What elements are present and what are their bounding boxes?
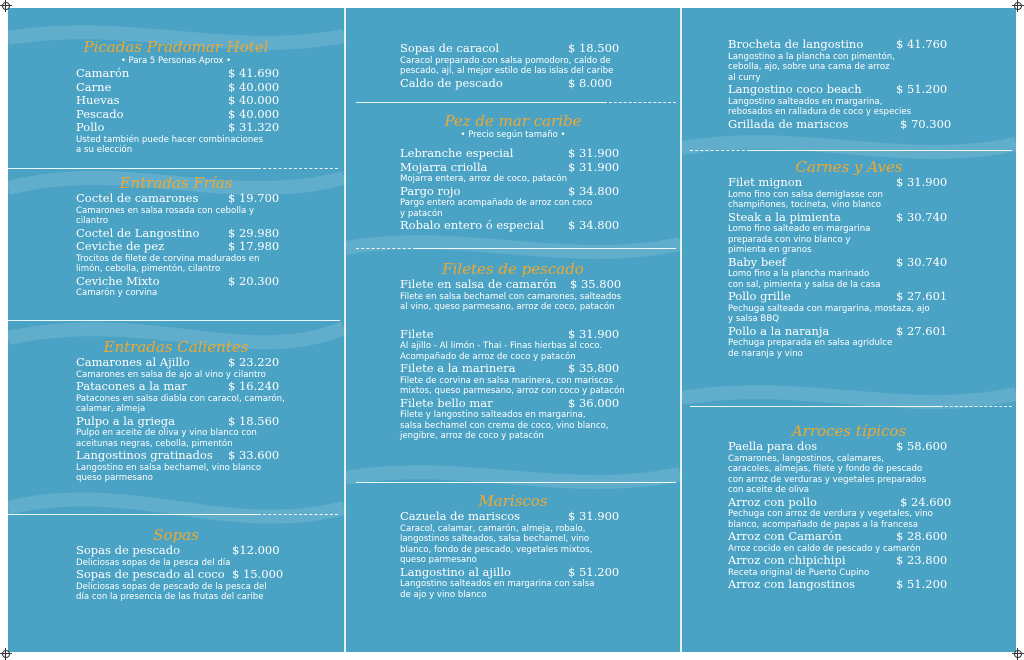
section-title: Entradas Frías [119, 174, 233, 192]
item-description: Al ajillo - Al limón - Thai - Finas hierbas al coco. [400, 341, 603, 351]
item-description: Mojarra entera, arroz de coco, patacón [400, 174, 568, 184]
item-price: $ 18.560 [228, 413, 280, 428]
menu-item [76, 568, 344, 582]
menu-item [76, 449, 344, 463]
item-description: Pulpo en aceite de oliva y vino blanco con [76, 428, 257, 438]
section-title: Picadas Pradomar Hotel [83, 38, 269, 56]
section-carnes [682, 158, 1016, 359]
menu-item [76, 67, 344, 81]
crop-mark-icon [1012, 648, 1024, 660]
item-name: Mojarra criolla [400, 159, 488, 174]
item-name: Robalo entero ó especial [400, 218, 544, 232]
item-name: Langostino al ajillo [400, 564, 511, 579]
section-divider [690, 150, 750, 151]
item-description: Pechuga preparada en salsa agridulce [728, 338, 893, 348]
item-description: Camarones en salsa rosada con cebolla y [76, 205, 255, 216]
item-description: Langostino salteados en margarina con salsa [400, 579, 595, 589]
item-name: Pargo rojo [400, 183, 461, 198]
item-price: $ 16.240 [228, 379, 280, 393]
item-description: langostinos salteados, salsa bechamel, vino [400, 534, 590, 544]
item-description: al curry [728, 72, 761, 83]
item-name: Filet mignon [728, 175, 803, 189]
menu-item [400, 397, 680, 411]
item-name: Brocheta de langostino [728, 37, 864, 51]
section-divider [416, 248, 676, 249]
section-picadas [8, 38, 344, 156]
item-price: $ 40.000 [228, 93, 280, 107]
item-description: blanco, acompañado de papas a la francesa [728, 519, 919, 530]
note-line: Usted también puede hacer combinaciones [76, 134, 264, 145]
section-title: Mariscos [478, 492, 548, 510]
item-price: $ 34.800 [568, 218, 620, 232]
section-divider [8, 168, 258, 169]
section-title: Sopas [153, 526, 199, 544]
menu-item [728, 38, 1016, 52]
item-name: Sopas de pescado al coco [76, 567, 225, 581]
menu-item [76, 121, 344, 135]
item-name: Arroz con pollo [728, 494, 817, 509]
menu-item [728, 440, 1016, 454]
section-subtitle: • Precio según tamaño • [460, 130, 566, 140]
item-price: $ 41.690 [228, 66, 280, 80]
section-title: Pez de mar caribe [444, 112, 582, 130]
item-description: día con la presencia de las frutas del caribe [76, 592, 264, 602]
item-description: Receta original de Puerto Cupino [728, 567, 870, 578]
item-name: Steak a la pimienta [728, 209, 841, 224]
column-middle [346, 8, 680, 652]
item-description: blanco, fondo de pescado, vegetales mixtos, [400, 544, 593, 555]
section-divider [356, 248, 416, 249]
note-line: a su elección [76, 145, 133, 155]
section-divider [356, 482, 676, 483]
item-name: Lebranche especial [400, 146, 514, 160]
item-price: $ 30.740 [896, 209, 948, 224]
item-price: $ 27.601 [896, 323, 948, 338]
item-description: Filete de corvina en salsa marinera, con mariscos [400, 375, 613, 386]
item-name: Pescado [76, 106, 124, 121]
item-description: Trocitos de filete de corvina madurados en [76, 253, 260, 264]
section-divider [750, 150, 1012, 151]
section-sopas-continued [346, 42, 680, 90]
item-name: Baby beef [728, 254, 787, 269]
item-description: Langostino salteados en margarina, [728, 96, 883, 107]
item-name: Filete en salsa de camarón [400, 277, 557, 291]
item-description: y patacón [400, 208, 443, 219]
item-description: Lomo fino salteado en margarina [728, 224, 871, 234]
item-price: $ 34.800 [568, 183, 620, 198]
item-name: Caldo de pescado [400, 75, 503, 90]
item-description: Langostino a la plancha con pimentón, [728, 51, 895, 62]
menu-item [728, 211, 1016, 225]
menu-item [76, 227, 344, 241]
item-price: $ 40.000 [228, 79, 280, 94]
menu-item [400, 77, 680, 91]
item-description: rebosados en ralladura de coco y especies [728, 107, 912, 117]
menu-item [400, 566, 680, 580]
section-mariscos [346, 492, 680, 600]
item-price: $ 23.800 [896, 553, 948, 567]
item-name: Filete bello mar [400, 395, 493, 410]
item-description: Pechuga con arroz de verdura y vegetales, vino [728, 509, 933, 519]
item-description: Arroz cocido en caldo de pescado y camarón [728, 543, 921, 554]
section-divider [604, 102, 676, 103]
item-name: Sopas de caracol [400, 41, 500, 55]
menu-item [76, 94, 344, 108]
item-description: limón, cebolla, pimentón, cilantro [76, 264, 221, 274]
item-description: con sal, pimienta y salsa de la casa [728, 279, 881, 290]
item-description: de ajo y vino blanco [400, 589, 487, 600]
item-description: Filete en salsa bechamel con camarones, salteados [400, 291, 622, 302]
menu-item [76, 380, 344, 394]
item-name: Arroz con Camarón [728, 529, 842, 543]
item-description: Deliciosas sopas de la pesca del día [76, 557, 231, 568]
menu-item [728, 325, 1016, 339]
menu-item [400, 42, 680, 56]
menu-item [728, 496, 1016, 510]
menu-item [728, 176, 1016, 190]
section-filetes [346, 260, 680, 442]
section-title: Filetes de pescado [442, 260, 584, 278]
section-divider [8, 514, 258, 515]
item-name: Paella para dos [728, 439, 818, 453]
item-name: Ceviche Mixto [76, 273, 160, 288]
item-description: jengibre, arroz de coco y patacón [400, 431, 544, 441]
item-description: Langostino en salsa bechamel, vino blanco [76, 462, 262, 473]
item-price: $ 31.900 [568, 326, 620, 341]
item-description: cilantro [76, 216, 109, 226]
item-price: $ 51.200 [568, 564, 620, 579]
section-entradas-frias [8, 174, 344, 299]
menu-item [400, 161, 680, 175]
item-name: Arroz con chipichipi [728, 553, 846, 567]
item-description: Lomo fino a la plancha marinado [728, 269, 870, 279]
item-description: con aceite de oliva [728, 485, 810, 495]
menu-item [728, 530, 1016, 544]
item-description: Acompañado de arroz de coco y patacón [400, 351, 576, 362]
item-price: $ 31.900 [896, 175, 948, 189]
menu-item [728, 290, 1016, 304]
item-description: preparada con vino blanco y [728, 234, 851, 245]
item-name: Coctel de camarones [76, 191, 199, 205]
item-description: mixtos, queso parmesano, arroz con coco y patacón [400, 386, 625, 396]
menu-item [400, 219, 680, 233]
item-description: pescado, ají, al mejor estilo de las islas del caribe [400, 66, 614, 76]
item-name: Filete [400, 326, 434, 341]
section-divider [356, 102, 604, 103]
section-pez-de-mar [346, 112, 680, 233]
item-name: Langostinos gratinados [76, 448, 213, 462]
section-subtitle: • Para 5 Personas Aprox • [120, 56, 232, 66]
item-name: Patacones a la mar [76, 379, 187, 393]
item-name: Pollo grille [728, 289, 791, 303]
item-description: pimienta en granos [728, 245, 812, 255]
item-price: $12.000 [232, 543, 280, 557]
item-description: aceitunas negras, cebolla, pimentón [76, 438, 233, 449]
item-description: calamar, almeja [76, 404, 146, 414]
menu-item [76, 544, 344, 558]
item-name: Cazuela de mariscos [400, 509, 521, 523]
item-price: $ 29.980 [228, 225, 280, 240]
item-name: Carne [76, 79, 112, 94]
menu-panel [8, 8, 1016, 652]
item-description: y salsa BBQ [728, 314, 779, 324]
section-sopas [8, 526, 344, 603]
item-price: $ 41.760 [896, 37, 948, 51]
menu-item [400, 328, 680, 342]
item-name: Ceviche de pez [76, 239, 165, 253]
item-price: $ 19.700 [228, 191, 280, 205]
item-description: Camarones en salsa de ajo al vino y cilantro [76, 369, 266, 380]
menu-item [76, 108, 344, 122]
item-name: Coctel de Langostino [76, 225, 200, 240]
item-price: $ 8.000 [568, 75, 612, 90]
menu-item [76, 81, 344, 95]
item-description: con arroz de verduras y vegetales preparados [728, 474, 927, 485]
section-arroces [682, 422, 1016, 592]
menu-item [728, 256, 1016, 270]
menu-item [728, 578, 1016, 592]
item-price: $ 70.300 [900, 116, 952, 131]
section-title: Arroces típicos [791, 422, 907, 440]
menu-item [400, 278, 680, 292]
item-description: salsa bechamel con crema de coco, vino blanco, [400, 420, 609, 431]
menu-item [76, 192, 344, 206]
section-title: Carnes y Aves [795, 158, 903, 176]
item-price: $ 31.900 [568, 146, 620, 160]
item-price: $ 23.220 [228, 355, 280, 369]
item-price: $ 35.800 [570, 277, 622, 291]
menu-item [728, 83, 1016, 97]
item-description: champiñones, tocineta, vino blanco [728, 200, 882, 210]
column-left [8, 8, 344, 652]
item-name: Langostino coco beach [728, 82, 862, 96]
item-price: $ 31.900 [568, 159, 620, 174]
item-name: Huevas [76, 93, 120, 107]
crop-mark-icon [1012, 0, 1024, 12]
item-name: Arroz con langostinos [728, 577, 856, 591]
menu-item [400, 362, 680, 376]
item-price: $ 27.601 [896, 289, 948, 303]
section-divider [940, 406, 1012, 407]
item-price: $ 36.000 [568, 395, 620, 410]
menu-item [76, 415, 344, 429]
item-description: queso parmesano [76, 473, 153, 483]
item-price: $ 15.000 [232, 567, 284, 581]
item-price: $ 58.600 [896, 439, 948, 453]
item-description: queso parmesano [400, 555, 477, 565]
item-name: Filete a la marinera [400, 361, 516, 375]
item-description: al vino, queso parmesano, arroz de coco, patacón [400, 302, 615, 312]
item-name: Pulpo a la griega [76, 413, 176, 428]
item-description: Filete y langostino salteados en margarina, [400, 410, 586, 420]
section-divider [8, 320, 340, 321]
crop-mark-icon [0, 648, 12, 660]
item-description: de naranja y vino [728, 348, 803, 359]
item-description: Lomo fino con salsa demiglasse con [728, 189, 883, 200]
menu-item [76, 240, 344, 254]
section-title: Entradas Calientes [103, 338, 249, 356]
item-name: Pollo [76, 120, 105, 134]
item-price: $ 28.600 [896, 529, 948, 543]
menu-item [400, 185, 680, 199]
section-divider [258, 168, 338, 169]
menu-item [400, 510, 680, 524]
item-price: $ 20.300 [228, 273, 280, 288]
item-description: Pargo entero acompañado de arroz con coco [400, 198, 593, 208]
item-description: Camarones, langostinos, calamares, [728, 453, 884, 464]
section-langostinos [682, 38, 1016, 131]
item-price: $ 24.600 [900, 494, 952, 509]
item-price: $ 51.200 [896, 82, 948, 96]
item-description: Deliciosas sopas de pescado de la pesca del [76, 581, 267, 592]
item-price: $ 40.000 [228, 106, 280, 121]
item-description: Caracol, calamar, camarón, almeja, robalo, [400, 523, 586, 534]
item-name: Sopas de pescado [76, 543, 181, 557]
menu-item [76, 356, 344, 370]
item-price: $ 17.980 [228, 239, 280, 253]
item-name: Pollo a la naranja [728, 323, 830, 338]
item-price: $ 31.320 [228, 120, 280, 134]
section-divider [690, 406, 940, 407]
item-description: Pechuga salteada con margarina, mostaza, ajo [728, 303, 930, 314]
menu-item [400, 147, 680, 161]
menu-item [728, 118, 1016, 132]
item-price: $ 31.900 [568, 509, 620, 523]
item-price: $ 35.800 [568, 361, 620, 375]
item-description: Caracol preparado con salsa pomodoro, caldo de [400, 55, 611, 66]
item-description: cebolla, ajo, sobre una cama de arroz [728, 62, 890, 72]
section-entradas-calientes [8, 338, 344, 484]
item-name: Grillada de mariscos [728, 116, 849, 131]
section-divider [258, 514, 338, 515]
item-price: $ 33.600 [228, 448, 280, 462]
menu-item [728, 554, 1016, 568]
item-price: $ 51.200 [896, 577, 948, 591]
item-description: Camarón y corvina [76, 288, 158, 298]
item-price: $ 30.740 [896, 254, 948, 269]
item-name: Camarones al Ajillo [76, 355, 190, 369]
item-description: caracoles, almejas, filete y fondo de pescado [728, 464, 923, 474]
column-right [682, 8, 1016, 652]
item-price: $ 18.500 [568, 41, 620, 55]
crop-mark-icon [0, 0, 12, 12]
item-description: Patacones en salsa diabla con caracol, camarón, [76, 393, 285, 404]
menu-item [76, 275, 344, 289]
item-name: Camarón [76, 66, 130, 80]
